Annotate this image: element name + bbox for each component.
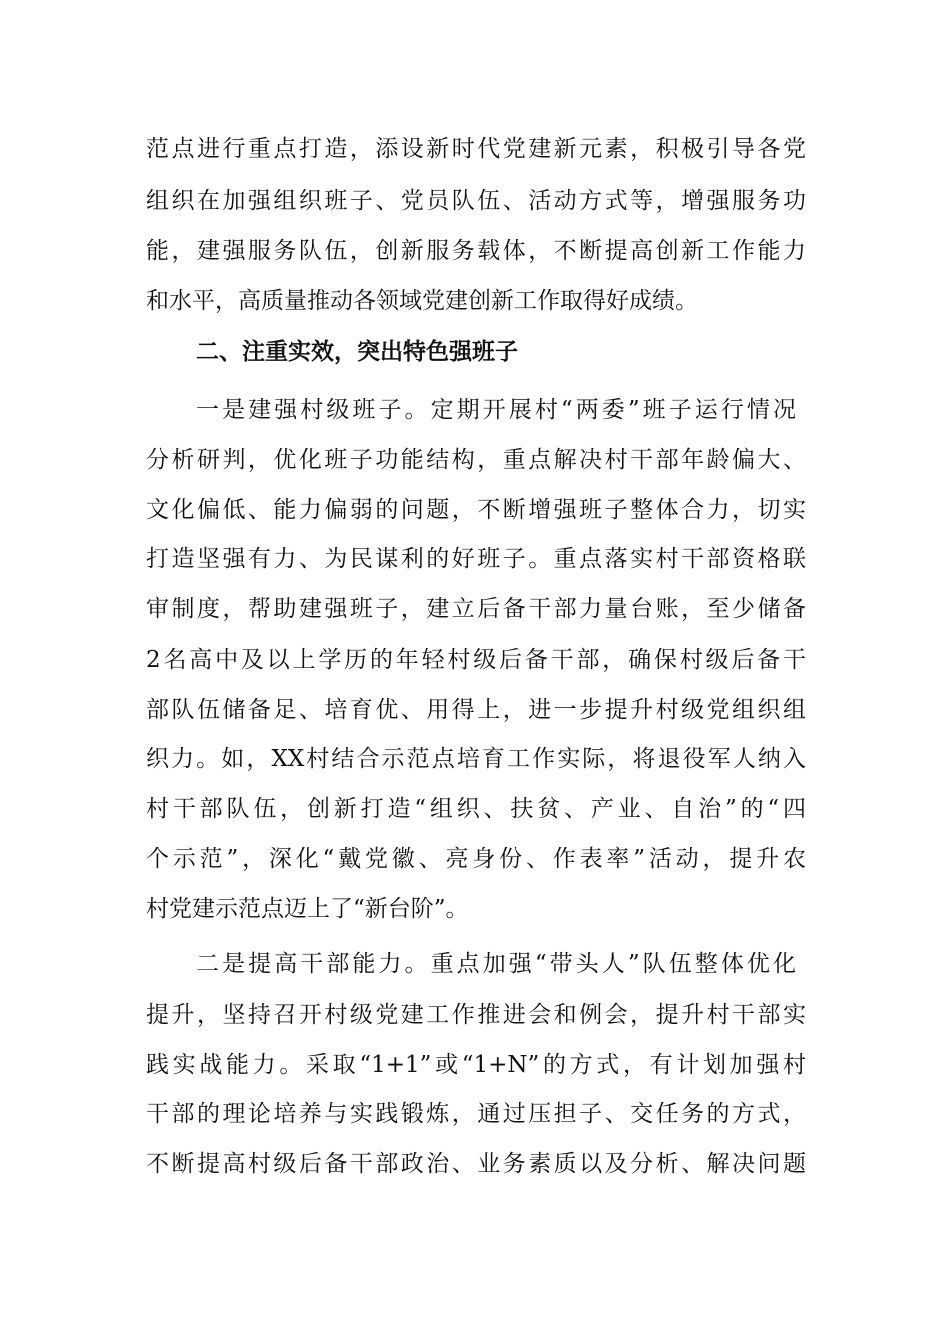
paragraph-line: 和水平，高质量推动各领域党建创新工作取得好成绩。 [146,288,698,314]
section-heading: 二、注重实效，突出特色强班子 [196,339,518,365]
paragraph-line: 组织在加强组织班子、党员队伍、活动方式等，增强服务功 [146,188,806,214]
paragraph-line: 织力。如，XX村结合示范点培育工作实际，将退役军人纳入 [146,746,806,772]
paragraph-line: 文化偏低、能力偏弱的问题，不断增强班子整体合力，切实 [146,497,806,523]
paragraph-line: 二是提高干部能力。重点加强“带头人”队伍整体优化 [196,951,796,977]
paragraph-line: 打造坚强有力、为民谋利的好班子。重点落实村干部资格联 [146,546,806,572]
paragraph-line: 村干部队伍，创新打造“组织、扶贫、产业、自治”的“四 [146,796,806,822]
paragraph-line: 审制度，帮助建强班子，建立后备干部力量台账，至少储备 [146,596,806,622]
paragraph-line: 范点进行重点打造，添设新时代党建新元素，积极引导各党 [146,136,806,162]
paragraph-line: 分析研判，优化班子功能结构，重点解决村干部年龄偏大、 [146,447,806,473]
paragraph-line: 不断提高村级后备干部政治、业务素质以及分析、解决问题 [146,1151,806,1177]
paragraph-line: 部队伍储备足、培育优、用得上，进一步提升村级党组织组 [146,697,806,723]
paragraph-line: 能，建强服务队伍，创新服务载体，不断提高创新工作能力 [146,238,806,264]
paragraph-line: 2名高中及以上学历的年轻村级后备干部，确保村级后备干 [146,647,806,673]
paragraph-line: 提升，坚持召开村级党建工作推进会和例会，提升村干部实 [146,1002,806,1028]
paragraph-line: 践实战能力。采取“1+1”或“1+N”的方式，有计划加强村 [146,1052,806,1078]
paragraph-line: 村党建示范点迈上了“新台阶”。 [146,896,469,922]
paragraph-line: 一是建强村级班子。定期开展村“两委”班子运行情况 [196,397,796,423]
paragraph-line: 个示范”，深化“戴党徽、亮身份、作表率”活动，提升农 [146,846,806,872]
paragraph-line: 干部的理论培养与实践锻炼，通过压担子、交任务的方式， [146,1101,806,1127]
